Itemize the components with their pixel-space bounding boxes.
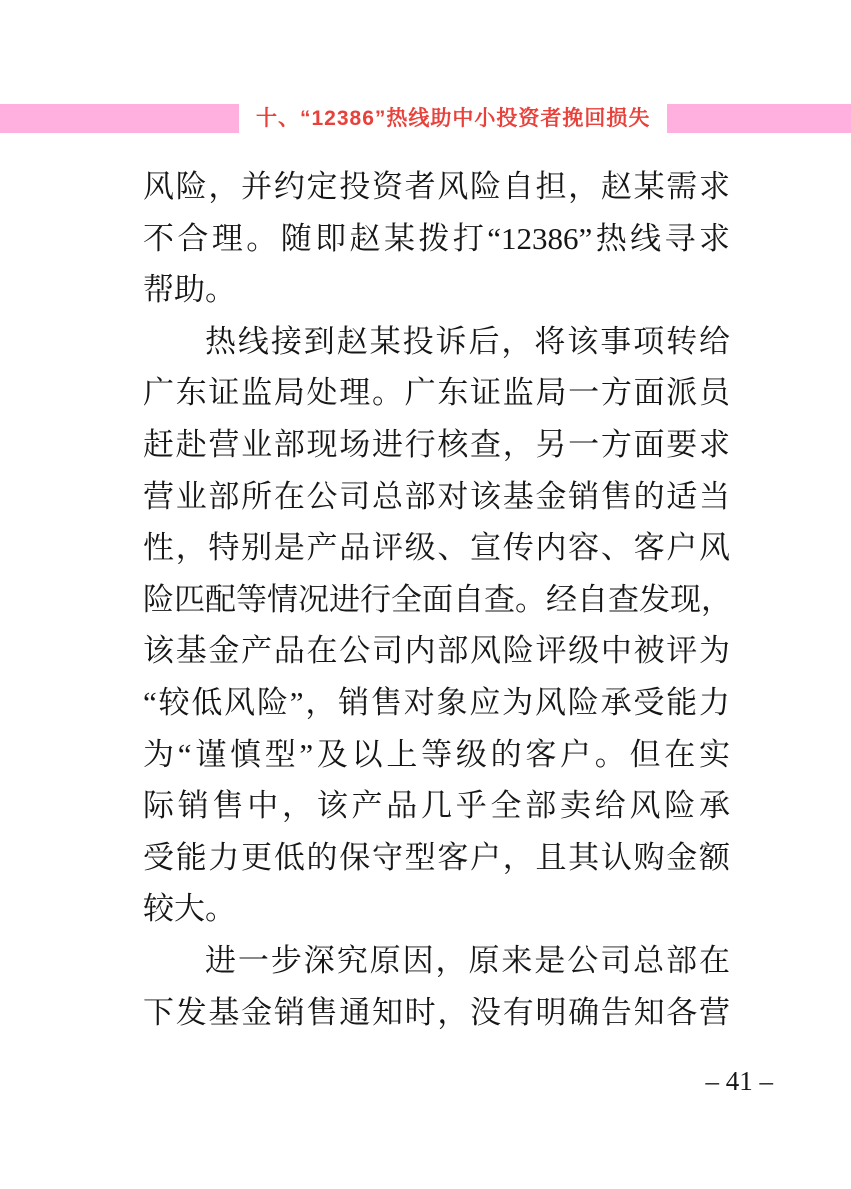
paragraph — [143, 316, 730, 935]
chapter-header-band — [0, 104, 851, 133]
text-line: 进一步深究原因，原来是公司总部在 — [205, 942, 730, 978]
paragraph — [143, 935, 730, 1038]
chapter-title: 十、“12386”热线助中小投资者挽回损失 — [256, 107, 651, 130]
text-line: 不合理。随即赵某拨打“12386”热线寻求 — [143, 220, 730, 256]
paragraph — [143, 161, 730, 316]
text-line: 广东证监局处理。广东证监局一方面派员 — [143, 375, 730, 411]
text-line: 际销售中，该产品几乎全部卖给风险承 — [143, 788, 730, 824]
page-number: – 41 – — [705, 1066, 773, 1096]
header-band-left-bar — [0, 104, 239, 133]
text-line: 该基金产品在公司内部风险评级中被评为 — [143, 633, 730, 669]
text-line: 帮助。 — [143, 272, 236, 308]
text-line: 热线接到赵某投诉后，将该事项转给 — [205, 323, 730, 359]
text-line: 下发基金销售通知时，没有明确告知各营 — [143, 994, 730, 1030]
text-line: “较低风险”，销售对象应为风险承受能力 — [143, 684, 730, 720]
text-line: 营业部所在公司总部对该基金销售的适当 — [143, 478, 730, 514]
text-line: 赶赴营业部现场进行核查，另一方面要求 — [143, 426, 730, 462]
text-line: 受能力更低的保守型客户，且其认购金额 — [143, 839, 730, 875]
text-line: 较大。 — [143, 891, 236, 927]
header-band-right-bar — [667, 104, 851, 133]
text-line: 为“谨慎型”及以上等级的客户。但在实 — [143, 736, 730, 772]
page-body-text — [143, 161, 730, 1038]
text-line: 风险，并约定投资者风险自担，赵某需求 — [143, 169, 730, 204]
text-line: 性，特别是产品评级、宣传内容、客户风 — [143, 530, 730, 566]
text-line: 险匹配等情况进行全面自查。经自查发现， — [143, 581, 732, 617]
